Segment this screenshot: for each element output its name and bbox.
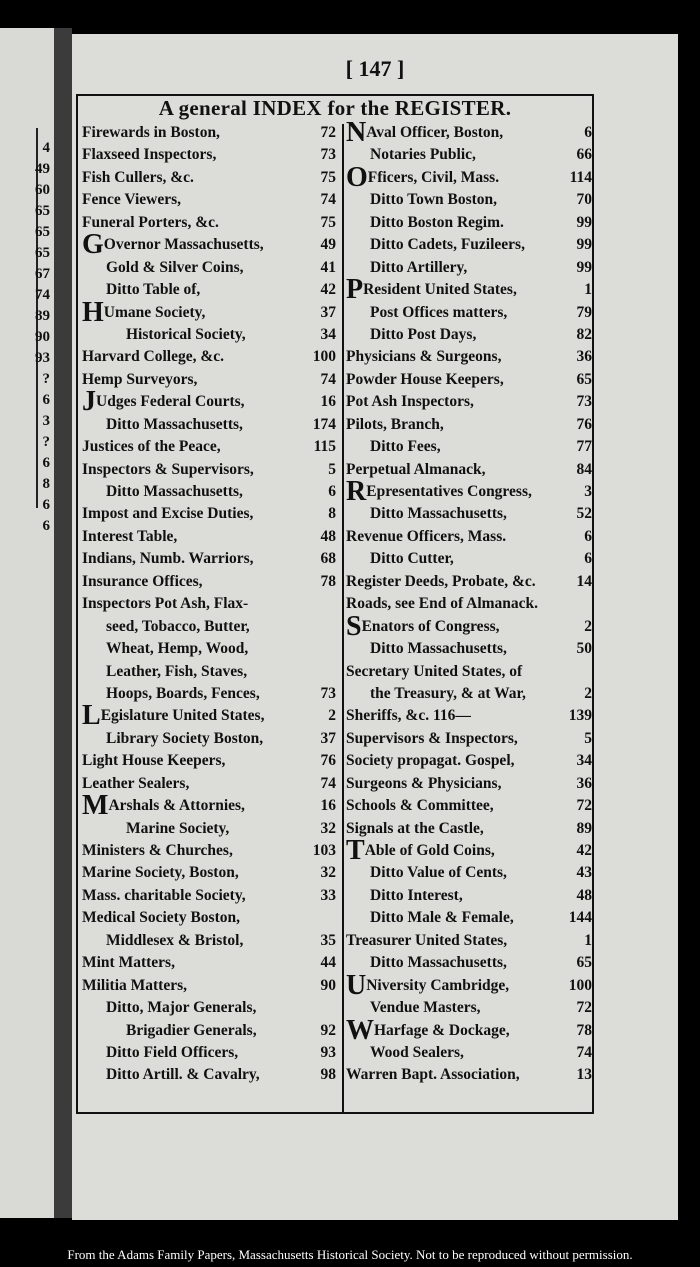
index-entry-label: Ditto Field Officers,	[106, 1043, 239, 1061]
index-entry	[82, 189, 338, 211]
index-entry	[82, 167, 338, 189]
index-entry	[346, 436, 594, 458]
index-entry	[346, 346, 594, 368]
facing-page-fragment: 6	[42, 455, 50, 471]
index-entry-label: Library Society Boston,	[106, 729, 264, 747]
index-entry-label: Powder House Keepers,	[346, 370, 504, 388]
index-entry-label: Medical Society Boston,	[82, 909, 240, 927]
index-entry-label: Ditto Boston Regim.	[370, 213, 504, 231]
facing-page-fragment: 93	[35, 350, 50, 366]
index-entry-label: Ditto Town Boston,	[370, 191, 498, 209]
index-entry	[82, 459, 338, 481]
index-entry	[346, 302, 594, 324]
index-entry-page: 93	[320, 1043, 336, 1061]
index-entry	[82, 302, 338, 324]
index-entry-page: 75	[320, 213, 336, 231]
index-entry	[82, 638, 338, 660]
index-entry-label: PResident United States,	[346, 279, 517, 302]
facing-page-fragment: 74	[35, 287, 50, 303]
index-entry-page: 65	[576, 370, 592, 388]
index-entry-page: 2	[584, 684, 592, 702]
index-entry	[346, 503, 594, 525]
index-frame	[76, 94, 594, 1114]
index-entry-label: Historical Society,	[126, 325, 246, 343]
index-entry	[82, 795, 338, 817]
index-entry	[346, 324, 594, 346]
index-entry-label: Secretary United States, of	[346, 662, 523, 680]
index-entry-page: 65	[576, 954, 592, 972]
index-entry-page: 78	[576, 1021, 592, 1039]
index-entry-label: Signals at the Castle,	[346, 819, 484, 837]
index-entry-page: 90	[320, 976, 336, 994]
index-entry-label: Ditto Male & Female,	[370, 909, 514, 927]
index-entry-label: Marine Society, Boston,	[82, 864, 239, 882]
index-entry-label: Warren Bapt. Association,	[346, 1066, 520, 1084]
facing-page-fragment: 65	[35, 245, 50, 261]
index-entry	[346, 616, 594, 638]
index-entry	[346, 885, 594, 907]
facing-page-fragment: 3	[42, 413, 50, 429]
index-entry-label: Ditto Interest,	[370, 886, 463, 904]
index-title: A general INDEX for the REGISTER.	[158, 96, 512, 120]
facing-page-fragment: ?	[42, 434, 50, 450]
index-entry-page: 6	[584, 124, 592, 141]
index-entry-page: 99	[576, 213, 592, 231]
index-entry-label: Impost and Excise Duties,	[82, 505, 254, 523]
index-entry-page: 3	[584, 483, 592, 500]
index-entry	[346, 750, 594, 772]
index-entry	[82, 975, 338, 997]
index-entry	[82, 952, 338, 974]
index-entry	[346, 952, 594, 974]
index-entry	[346, 369, 594, 391]
index-entry-label: Ditto Artillery,	[370, 258, 468, 276]
index-entry-page: 114	[569, 168, 592, 186]
index-entry-page: 74	[320, 774, 336, 792]
index-entry	[346, 167, 594, 189]
index-entry-page: 76	[320, 752, 336, 770]
index-entry-label: Flaxseed Inspectors,	[82, 146, 217, 164]
index-entry	[346, 1042, 594, 1064]
index-entry-page: 73	[576, 393, 592, 411]
index-entry	[346, 279, 594, 301]
index-entry-label: TAble of Gold Coins,	[346, 840, 495, 863]
index-entry-label: Ditto Artill. & Cavalry,	[106, 1066, 260, 1084]
index-entry	[346, 818, 594, 840]
index-entry-page: 74	[576, 1043, 592, 1061]
index-entry-label: Ministers & Churches,	[82, 842, 233, 859]
index-entry-label: Pot Ash Inspectors,	[346, 393, 474, 411]
index-entry	[82, 526, 338, 548]
index-entry-page: 66	[576, 146, 592, 164]
index-entry-label: Firewards in Boston,	[82, 124, 220, 141]
index-entry-page: 6	[328, 483, 336, 500]
facing-page-fragment: 60	[35, 182, 50, 198]
index-entry-label: Society propagat. Gospel,	[346, 752, 515, 770]
index-entry-page: 36	[576, 774, 592, 792]
index-entry-label: Leather, Fish, Staves,	[106, 662, 248, 680]
index-entry-label: Ditto Massachusetts,	[106, 415, 243, 433]
index-entry-label: Indians, Numb. Warriors,	[82, 550, 254, 568]
index-entry-page: 5	[328, 460, 336, 478]
index-entry-page: 77	[576, 438, 592, 456]
index-entry-label: Register Deeds, Probate, &c.	[346, 572, 536, 590]
index-entry-page: 99	[576, 258, 592, 276]
index-entry	[82, 862, 338, 884]
index-entry	[82, 481, 338, 503]
index-entry-label: Physicians & Surgeons,	[346, 348, 502, 366]
index-entry-label: Treasurer United States,	[346, 931, 508, 949]
index-entry-label: Ditto Value of Cents,	[370, 864, 507, 882]
index-entry-page: 72	[576, 797, 592, 815]
index-entry	[346, 593, 594, 615]
index-entry	[82, 257, 338, 279]
index-entry-page: 35	[320, 931, 336, 949]
facing-page-fragment: 6	[42, 518, 50, 534]
index-entry-page: 98	[320, 1066, 336, 1084]
index-entry	[82, 885, 338, 907]
index-entry	[82, 705, 338, 727]
index-entry-page: 1	[584, 931, 592, 949]
index-entry-page: 32	[320, 819, 336, 837]
index-entry	[82, 616, 338, 638]
index-entry-page: 16	[320, 393, 336, 411]
index-entry-label: Funeral Porters, &c.	[82, 213, 219, 231]
index-entry-page: 44	[320, 954, 336, 972]
index-entry-label: Fence Viewers,	[82, 191, 181, 209]
index-entry	[346, 234, 594, 256]
facing-page-fragment: 65	[35, 224, 50, 240]
index-entry	[346, 571, 594, 593]
index-entry-label: Ditto Massachusetts,	[370, 505, 507, 523]
index-entry	[346, 683, 594, 705]
index-entry	[82, 369, 338, 391]
index-entry-page: 82	[576, 325, 592, 343]
index-entry-label: the Treasury, & at War,	[370, 684, 526, 702]
index-entry-page: 37	[320, 729, 336, 747]
index-entry-label: MArshals & Attornies,	[82, 795, 245, 818]
index-entry-page: 52	[576, 505, 592, 523]
index-entry-page: 72	[320, 124, 336, 141]
index-entry-page: 33	[320, 886, 336, 904]
index-entry-page: 37	[320, 303, 336, 321]
index-entry-page: 76	[576, 415, 592, 433]
index-entry-label: Inspectors Pot Ash, Flax-	[82, 595, 249, 613]
index-entry-label: Hemp Surveyors,	[82, 370, 198, 388]
index-entry	[82, 728, 338, 750]
index-entry-label: Leather Sealers,	[82, 774, 190, 792]
index-entry-label: Schools & Committee,	[346, 797, 494, 815]
index-entry-page: 103	[312, 842, 336, 859]
index-entry-page: 75	[320, 168, 336, 186]
index-entry-label: Ditto Massachusetts,	[370, 640, 507, 658]
index-entry-page: 49	[320, 236, 336, 254]
index-entry	[82, 234, 338, 256]
index-entry-page: 42	[576, 842, 592, 859]
index-entry-page: 50	[576, 640, 592, 658]
index-entry	[82, 144, 338, 166]
facing-page-fragment: 6	[42, 497, 50, 513]
facing-page-edge	[0, 28, 56, 1218]
index-left-column	[82, 122, 338, 1087]
index-entry-label: GOvernor Massachusetts,	[82, 234, 264, 257]
index-entry-page: 70	[576, 191, 592, 209]
facing-page-fragment: 6	[42, 392, 50, 408]
index-entry-page: 6	[584, 550, 592, 568]
index-entry	[82, 324, 338, 346]
index-entry-label: Ditto Massachusetts,	[106, 483, 243, 500]
index-entry-label: Ditto, Major Generals,	[106, 999, 257, 1017]
facing-page-fragment: 65	[35, 203, 50, 219]
page-number-header: [ 147 ]	[345, 56, 405, 81]
index-entry	[346, 795, 594, 817]
index-entry-page: 34	[320, 325, 336, 343]
index-entry	[346, 862, 594, 884]
index-entry	[82, 840, 338, 862]
index-entry	[82, 773, 338, 795]
index-entry-page: 100	[312, 348, 336, 366]
facing-page-fragment: 90	[35, 329, 50, 345]
index-entry	[82, 548, 338, 570]
index-entry-label: Ditto Massachusetts,	[370, 954, 507, 972]
index-entry	[346, 122, 594, 144]
index-entry-label: Ditto Post Days,	[370, 325, 477, 343]
index-entry-label: Middlesex & Bristol,	[106, 931, 244, 949]
index-entry	[82, 1042, 338, 1064]
index-entry	[346, 189, 594, 211]
index-entry	[346, 773, 594, 795]
index-entry-label: Mass. charitable Society,	[82, 886, 246, 904]
index-entry	[82, 818, 338, 840]
index-entry-label: Fish Cullers, &c.	[82, 168, 194, 186]
index-entry	[346, 459, 594, 481]
index-entry-label: Post Offices matters,	[370, 303, 508, 321]
index-entry	[82, 212, 338, 234]
index-entry	[82, 683, 338, 705]
index-entry-label: Surgeons & Physicians,	[346, 774, 502, 792]
facing-page-fragment: 8	[42, 476, 50, 492]
index-right-column	[346, 122, 594, 1087]
index-entry-page: 139	[568, 707, 592, 725]
index-entry-label: Revenue Officers, Mass.	[346, 527, 507, 545]
index-entry	[82, 750, 338, 772]
index-entry	[346, 548, 594, 570]
index-entry	[82, 503, 338, 525]
index-entry-page: 100	[568, 976, 592, 994]
index-entry	[346, 705, 594, 727]
register-page	[72, 34, 678, 1220]
index-entry-label: Sheriffs, &c. 116—	[346, 707, 471, 725]
index-entry	[82, 907, 338, 929]
index-entry	[82, 930, 338, 952]
index-entry-label: Supervisors & Inspectors,	[346, 729, 518, 747]
index-entry-label: Militia Matters,	[82, 976, 188, 994]
index-entry-page: 36	[576, 348, 592, 366]
index-entry-page: 48	[320, 527, 336, 545]
index-entry	[82, 346, 338, 368]
index-entry	[346, 1020, 594, 1042]
index-entry-page: 84	[576, 460, 592, 478]
index-entry-page: 1	[584, 281, 592, 299]
index-entry-page: 5	[584, 729, 592, 747]
index-entry-page: 73	[320, 146, 336, 164]
index-entry-label: Hoops, Boards, Fences,	[106, 684, 260, 702]
index-entry-label: Gold & Silver Coins,	[106, 258, 244, 276]
index-entry-label: Justices of the Peace,	[82, 438, 221, 456]
column-divider	[342, 124, 344, 1114]
index-entry-label: Ditto Cadets, Fuzileers,	[370, 236, 525, 254]
index-entry	[82, 571, 338, 593]
index-entry	[346, 414, 594, 436]
index-entry-label: Marine Society,	[126, 819, 230, 837]
index-entry	[82, 279, 338, 301]
index-entry-page: 79	[576, 303, 592, 321]
index-entry-label: SEnators of Congress,	[346, 615, 500, 639]
index-entry	[346, 212, 594, 234]
index-entry	[346, 481, 594, 503]
index-entry	[82, 593, 338, 615]
index-entry-page: 144	[568, 909, 592, 927]
index-entry-label: seed, Tobacco, Butter,	[106, 617, 250, 635]
index-entry-label: Pilots, Branch,	[346, 415, 444, 433]
index-entry-page: 89	[576, 819, 592, 837]
index-entry-label: Ditto Cutter,	[370, 550, 454, 568]
index-entry	[82, 436, 338, 458]
index-entry-page: 2	[328, 707, 336, 725]
facing-page-fragment: 4	[42, 140, 50, 156]
index-entry-label: Interest Table,	[82, 527, 178, 545]
index-entry-page: 92	[320, 1021, 336, 1039]
index-entry-label: UNiversity Cambridge,	[346, 974, 510, 998]
index-entry	[82, 414, 338, 436]
index-entry-label: Roads, see End of Almanack.	[346, 595, 539, 613]
facing-page-fragment: 89	[35, 308, 50, 324]
index-entry-label: NAval Officer, Boston,	[346, 122, 504, 145]
index-entry-page: 13	[576, 1066, 592, 1084]
index-entry	[346, 840, 594, 862]
index-entry-page: 41	[320, 258, 336, 276]
facing-page-fragment: 67	[35, 266, 50, 282]
index-entry-label: Ditto Table of,	[106, 281, 201, 299]
index-entry-label: Light House Keepers,	[82, 752, 226, 770]
index-entry	[346, 930, 594, 952]
index-entry-page: 72	[576, 999, 592, 1017]
index-entry-label: Inspectors & Supervisors,	[82, 460, 254, 478]
index-entry-page: 115	[313, 438, 336, 456]
index-entry-page: 78	[320, 572, 336, 590]
index-entry-label: Harvard College, &c.	[82, 348, 225, 366]
index-entry-page: 48	[576, 886, 592, 904]
index-entry-label: Perpetual Almanack,	[346, 460, 486, 478]
index-entry-label: OFficers, Civil, Mass.	[346, 166, 500, 190]
index-entry	[82, 661, 338, 683]
index-entry-page: 6	[584, 527, 592, 545]
facing-page-fragment: 49	[35, 161, 50, 177]
index-entry	[82, 997, 338, 1019]
index-entry-page: 43	[576, 864, 592, 882]
index-entry-page: 14	[576, 572, 592, 590]
index-entry-label: JUdges Federal Courts,	[82, 391, 245, 414]
index-entry-label: Mint Matters,	[82, 954, 175, 972]
index-entry-label: LEgislature United States,	[82, 705, 265, 728]
index-entry-label: REpresentatives Congress,	[346, 481, 532, 504]
index-entry-label: Brigadier Generals,	[126, 1021, 257, 1039]
index-entry-page: 174	[312, 415, 336, 433]
index-entry-page: 74	[320, 191, 336, 209]
index-entry-page: 68	[320, 550, 336, 568]
index-entry-label: Wheat, Hemp, Wood,	[106, 640, 249, 658]
index-entry	[346, 638, 594, 660]
index-entry	[346, 661, 594, 683]
index-entry-page: 16	[320, 797, 336, 815]
index-entry-label: Wood Sealers,	[370, 1043, 464, 1061]
index-entry	[346, 907, 594, 929]
index-entry	[346, 257, 594, 279]
index-entry	[82, 122, 338, 144]
index-entry-label: Notaries Public,	[370, 146, 476, 164]
index-entry-label: HUmane Society,	[82, 301, 206, 324]
facing-page-fragment: ?	[42, 371, 50, 387]
index-entry	[82, 391, 338, 413]
index-entry-page: 73	[320, 684, 336, 702]
index-entry-page: 99	[576, 236, 592, 254]
index-entry	[346, 975, 594, 997]
index-entry-page: 2	[584, 617, 592, 635]
index-entry	[346, 1064, 594, 1086]
index-entry-page: 34	[576, 752, 592, 770]
footer-notice: From the Adams Family Papers, Massachusetts Historical Society. Not to be reproduced without permission.	[67, 1247, 633, 1262]
index-entry-page: 74	[320, 370, 336, 388]
index-entry	[82, 1064, 338, 1086]
index-entry-label: Vendue Masters,	[370, 999, 481, 1017]
index-entry-label: Insurance Offices,	[82, 572, 203, 590]
index-entry-page: 42	[320, 281, 336, 299]
index-entry	[346, 144, 594, 166]
book-gutter	[54, 28, 72, 1218]
index-entry	[346, 997, 594, 1019]
index-entry-page: 8	[328, 505, 336, 523]
index-entry	[346, 728, 594, 750]
index-entry	[82, 1020, 338, 1042]
index-entry	[346, 526, 594, 548]
index-entry-label: WHarfage & Dockage,	[346, 1019, 510, 1042]
index-entry-page: 32	[320, 864, 336, 882]
index-entry	[346, 391, 594, 413]
index-entry-label: Ditto Fees,	[370, 438, 441, 456]
